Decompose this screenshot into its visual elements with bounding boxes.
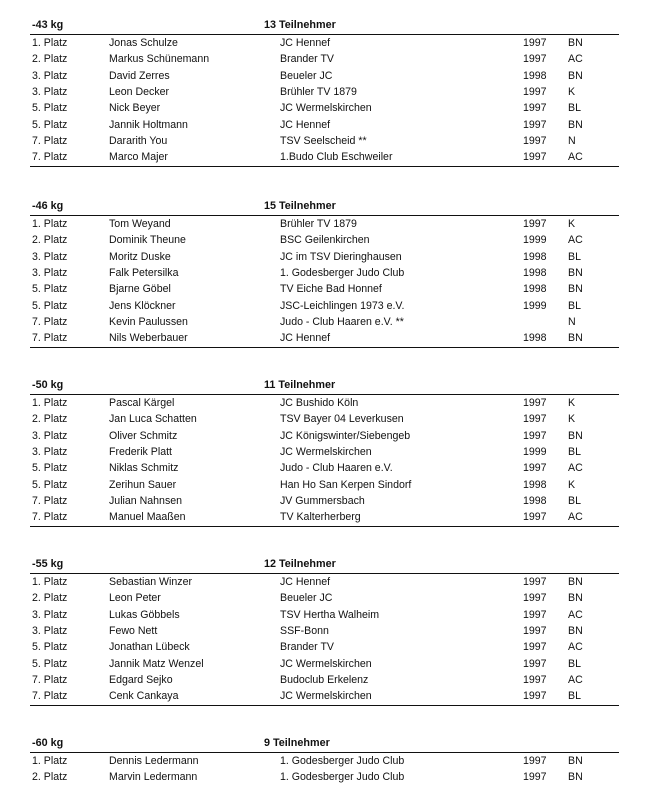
section-header xyxy=(30,199,619,216)
name-cell: Fewo Nett xyxy=(109,625,158,638)
place-cell: 7. Platz xyxy=(32,332,68,345)
name-cell: Leon Peter xyxy=(109,592,161,605)
district-cell: BN xyxy=(568,592,583,605)
table-row xyxy=(30,35,619,51)
club-cell: JC Wermelskirchen xyxy=(280,446,372,459)
place-cell: 2. Platz xyxy=(32,592,68,605)
place-cell: 5. Platz xyxy=(32,657,68,670)
weight-class-section xyxy=(30,18,619,167)
district-cell: K xyxy=(568,397,576,409)
club-cell: JSC-Leichlingen 1973 e.V. xyxy=(280,299,405,312)
year-cell: 1997 xyxy=(523,657,547,670)
table-row xyxy=(30,298,619,314)
participant-count: 11 Teilnehmer xyxy=(264,379,336,391)
place-cell: 1. Platz xyxy=(32,397,68,409)
club-cell: TSV Hertha Walheim xyxy=(280,608,380,621)
district-cell: BN xyxy=(568,576,583,588)
place-cell: 7. Platz xyxy=(32,151,68,164)
club-cell: JC Königswinter/Siebengeb xyxy=(280,429,411,442)
table-row xyxy=(30,216,619,232)
place-cell: 3. Platz xyxy=(32,429,68,442)
year-cell: 1997 xyxy=(523,37,547,49)
table-row xyxy=(30,265,619,281)
table-row xyxy=(30,753,619,769)
district-cell: BN xyxy=(568,69,583,82)
district-cell: BN xyxy=(568,118,583,131)
results-table xyxy=(30,216,619,348)
year-cell: 1997 xyxy=(523,462,547,475)
club-cell: Judo - Club Haaren e.V. xyxy=(280,462,393,475)
name-cell: Marco Majer xyxy=(109,151,168,164)
table-row xyxy=(30,590,619,606)
name-cell: Marvin Ledermann xyxy=(109,771,198,784)
name-cell: Dennis Ledermann xyxy=(109,755,199,767)
place-cell: 7. Platz xyxy=(32,316,68,329)
place-cell: 2. Platz xyxy=(32,53,68,66)
club-cell: JV Gummersbach xyxy=(280,495,365,508)
district-cell: AC xyxy=(568,608,583,621)
table-row xyxy=(30,232,619,248)
district-cell: BL xyxy=(568,690,581,703)
district-cell: BN xyxy=(568,429,583,442)
place-cell: 5. Platz xyxy=(32,118,68,131)
place-cell: 7. Platz xyxy=(32,135,68,148)
results-table xyxy=(30,574,619,706)
name-cell: Leon Decker xyxy=(109,86,170,99)
name-cell: Markus Schünemann xyxy=(109,53,210,66)
club-cell: JC Hennef xyxy=(280,576,331,588)
name-cell: Manuel Maaßen xyxy=(109,511,186,524)
place-cell: 3. Platz xyxy=(32,69,68,82)
club-cell: Brander TV xyxy=(280,641,334,654)
year-cell: 1998 xyxy=(523,250,547,263)
district-cell: N xyxy=(568,135,576,148)
table-row xyxy=(30,574,619,590)
weight-class-label: -43 kg xyxy=(32,19,64,31)
club-cell: TSV Seelscheid ** xyxy=(280,135,367,148)
results-table xyxy=(30,753,619,786)
year-cell: 1998 xyxy=(523,283,547,296)
year-cell: 1999 xyxy=(523,234,547,247)
year-cell: 1997 xyxy=(523,755,547,767)
name-cell: David Zerres xyxy=(109,69,170,82)
weight-class-section xyxy=(30,557,619,706)
results-table xyxy=(30,395,619,527)
club-cell: 1. Godesberger Judo Club xyxy=(280,755,405,767)
club-cell: Beueler JC xyxy=(280,592,333,605)
section-header xyxy=(30,18,619,35)
name-cell: Jan Luca Schatten xyxy=(109,413,197,426)
district-cell: K xyxy=(568,218,576,230)
name-cell: Jonathan Lübeck xyxy=(109,641,190,654)
table-row xyxy=(30,68,619,84)
year-cell: 1998 xyxy=(523,69,547,82)
participant-count: 12 Teilnehmer xyxy=(264,558,336,570)
name-cell: Sebastian Winzer xyxy=(109,576,193,588)
district-cell: BN xyxy=(568,332,583,345)
name-cell: Jonas Schulze xyxy=(109,37,178,49)
club-cell: 1. Godesberger Judo Club xyxy=(280,267,405,280)
club-cell: JC Wermelskirchen xyxy=(280,657,372,670)
district-cell: BL xyxy=(568,299,581,312)
club-cell: Budoclub Erkelenz xyxy=(280,674,369,687)
district-cell: AC xyxy=(568,151,583,164)
table-row xyxy=(30,477,619,493)
participant-count: 15 Teilnehmer xyxy=(264,200,336,212)
name-cell: Julian Nahnsen xyxy=(109,495,183,508)
place-cell: 1. Platz xyxy=(32,576,68,588)
table-row xyxy=(30,509,619,525)
table-row xyxy=(30,672,619,688)
name-cell: Niklas Schmitz xyxy=(109,462,179,475)
name-cell: Lukas Göbbels xyxy=(109,608,180,621)
district-cell: BL xyxy=(568,657,581,670)
club-cell: Han Ho San Kerpen Sindorf xyxy=(280,478,412,491)
results-table xyxy=(30,35,619,167)
year-cell: 1997 xyxy=(523,674,547,687)
district-cell: BN xyxy=(568,625,583,638)
table-row xyxy=(30,411,619,427)
club-cell: SSF-Bonn xyxy=(280,625,329,638)
year-cell: 1997 xyxy=(523,641,547,654)
place-cell: 2. Platz xyxy=(32,771,68,784)
district-cell: AC xyxy=(568,511,583,524)
table-row xyxy=(30,314,619,330)
weight-class-label: -50 kg xyxy=(32,379,64,391)
district-cell: BL xyxy=(568,250,581,263)
year-cell: 1997 xyxy=(523,690,547,703)
table-row xyxy=(30,330,619,346)
district-cell: BL xyxy=(568,446,581,459)
name-cell: Nick Beyer xyxy=(109,102,161,115)
name-cell: Edgard Sejko xyxy=(109,674,173,687)
district-cell: K xyxy=(568,413,576,426)
place-cell: 1. Platz xyxy=(32,755,68,767)
place-cell: 5. Platz xyxy=(32,299,68,312)
district-cell: K xyxy=(568,478,576,491)
weight-class-label: -55 kg xyxy=(32,558,64,570)
table-row xyxy=(30,117,619,133)
club-cell: TV Kalterherberg xyxy=(280,511,361,524)
club-cell: BSC Geilenkirchen xyxy=(280,234,370,247)
name-cell: Frederik Platt xyxy=(109,446,172,459)
year-cell: 1998 xyxy=(523,332,547,345)
weight-class-section xyxy=(30,199,619,348)
district-cell: AC xyxy=(568,53,583,66)
district-cell: BN xyxy=(568,771,583,784)
table-row xyxy=(30,460,619,476)
name-cell: Dominik Theune xyxy=(109,234,186,247)
place-cell: 7. Platz xyxy=(32,511,68,524)
year-cell: 1997 xyxy=(523,218,547,230)
table-row xyxy=(30,84,619,100)
club-cell: JC Hennef xyxy=(280,37,331,49)
name-cell: Jannik Matz Wenzel xyxy=(109,657,204,670)
year-cell: 1999 xyxy=(523,446,547,459)
table-row xyxy=(30,428,619,444)
year-cell: 1999 xyxy=(523,299,547,312)
table-row xyxy=(30,100,619,116)
year-cell: 1997 xyxy=(523,592,547,605)
table-row xyxy=(30,623,619,639)
club-cell: Brühler TV 1879 xyxy=(280,218,357,230)
weight-class-section xyxy=(30,736,619,786)
weight-class-section xyxy=(30,378,619,527)
club-cell: JC im TSV Dieringhausen xyxy=(280,250,402,263)
place-cell: 1. Platz xyxy=(32,37,68,49)
table-row xyxy=(30,51,619,67)
district-cell: BN xyxy=(568,755,583,767)
year-cell: 1997 xyxy=(523,118,547,131)
place-cell: 3. Platz xyxy=(32,86,68,99)
year-cell: 1997 xyxy=(523,53,547,66)
club-cell: JC Hennef xyxy=(280,118,331,131)
weight-class-label: -46 kg xyxy=(32,200,64,212)
district-cell: K xyxy=(568,86,576,99)
district-cell: BN xyxy=(568,37,583,49)
club-cell: Brühler TV 1879 xyxy=(280,86,357,99)
year-cell: 1998 xyxy=(523,495,547,508)
name-cell: Jannik Holtmann xyxy=(109,118,188,131)
table-row xyxy=(30,444,619,460)
place-cell: 3. Platz xyxy=(32,625,68,638)
place-cell: 7. Platz xyxy=(32,674,68,687)
club-cell: TSV Bayer 04 Leverkusen xyxy=(280,413,404,426)
club-cell: Beueler JC xyxy=(280,69,333,82)
club-cell: JC Wermelskirchen xyxy=(280,690,372,703)
district-cell: AC xyxy=(568,641,583,654)
district-cell: BN xyxy=(568,267,583,280)
name-cell: Kevin Paulussen xyxy=(109,316,188,329)
name-cell: Moritz Duske xyxy=(109,250,171,263)
name-cell: Pascal Kärgel xyxy=(109,397,175,409)
district-cell: AC xyxy=(568,462,583,475)
district-cell: N xyxy=(568,316,576,329)
year-cell: 1997 xyxy=(523,771,547,784)
club-cell: Judo - Club Haaren e.V. ** xyxy=(280,316,404,329)
place-cell: 5. Platz xyxy=(32,641,68,654)
table-row xyxy=(30,149,619,165)
club-cell: TV Eiche Bad Honnef xyxy=(280,283,382,296)
place-cell: 2. Platz xyxy=(32,413,68,426)
year-cell: 1997 xyxy=(523,429,547,442)
name-cell: Nils Weberbauer xyxy=(109,332,188,345)
weight-class-label: -60 kg xyxy=(32,737,64,749)
participant-count: 9 Teilnehmer xyxy=(264,737,330,749)
year-cell: 1997 xyxy=(523,151,547,164)
district-cell: BL xyxy=(568,102,581,115)
table-row xyxy=(30,395,619,411)
table-row xyxy=(30,493,619,509)
table-row xyxy=(30,607,619,623)
place-cell: 7. Platz xyxy=(32,690,68,703)
name-cell: Oliver Schmitz xyxy=(109,429,178,442)
year-cell: 1997 xyxy=(523,511,547,524)
year-cell: 1997 xyxy=(523,576,547,588)
place-cell: 5. Platz xyxy=(32,462,68,475)
table-row xyxy=(30,249,619,265)
district-cell: AC xyxy=(568,234,583,247)
year-cell: 1997 xyxy=(523,86,547,99)
name-cell: Cenk Cankaya xyxy=(109,690,179,703)
club-cell: JC Bushido Köln xyxy=(280,397,359,409)
place-cell: 5. Platz xyxy=(32,283,68,296)
section-header xyxy=(30,736,619,753)
year-cell: 1998 xyxy=(523,478,547,491)
place-cell: 2. Platz xyxy=(32,234,68,247)
district-cell: BN xyxy=(568,283,583,296)
name-cell: Dararith You xyxy=(109,135,168,148)
place-cell: 7. Platz xyxy=(32,495,68,508)
name-cell: Tom Weyand xyxy=(109,218,171,230)
place-cell: 3. Platz xyxy=(32,267,68,280)
year-cell: 1997 xyxy=(523,413,547,426)
table-row xyxy=(30,656,619,672)
club-cell: Brander TV xyxy=(280,53,334,66)
name-cell: Jens Klöckner xyxy=(109,299,176,312)
place-cell: 5. Platz xyxy=(32,478,68,491)
place-cell: 3. Platz xyxy=(32,608,68,621)
year-cell: 1998 xyxy=(523,267,547,280)
table-row xyxy=(30,639,619,655)
table-row xyxy=(30,688,619,704)
name-cell: Bjarne Göbel xyxy=(109,283,171,296)
section-header xyxy=(30,378,619,395)
year-cell: 1997 xyxy=(523,608,547,621)
place-cell: 5. Platz xyxy=(32,102,68,115)
name-cell: Falk Petersilka xyxy=(109,267,179,280)
year-cell: 1997 xyxy=(523,135,547,148)
participant-count: 13 Teilnehmer xyxy=(264,19,336,31)
section-header xyxy=(30,557,619,574)
district-cell: BL xyxy=(568,495,581,508)
table-row xyxy=(30,281,619,297)
club-cell: 1.Budo Club Eschweiler xyxy=(280,151,393,164)
club-cell: 1. Godesberger Judo Club xyxy=(280,771,405,784)
place-cell: 3. Platz xyxy=(32,446,68,459)
year-cell: 1997 xyxy=(523,397,547,409)
district-cell: AC xyxy=(568,674,583,687)
club-cell: JC Hennef xyxy=(280,332,331,345)
club-cell: JC Wermelskirchen xyxy=(280,102,372,115)
table-row xyxy=(30,769,619,785)
place-cell: 1. Platz xyxy=(32,218,68,230)
place-cell: 3. Platz xyxy=(32,250,68,263)
year-cell: 1997 xyxy=(523,102,547,115)
table-row xyxy=(30,133,619,149)
name-cell: Zerihun Sauer xyxy=(109,478,177,491)
year-cell: 1997 xyxy=(523,625,547,638)
